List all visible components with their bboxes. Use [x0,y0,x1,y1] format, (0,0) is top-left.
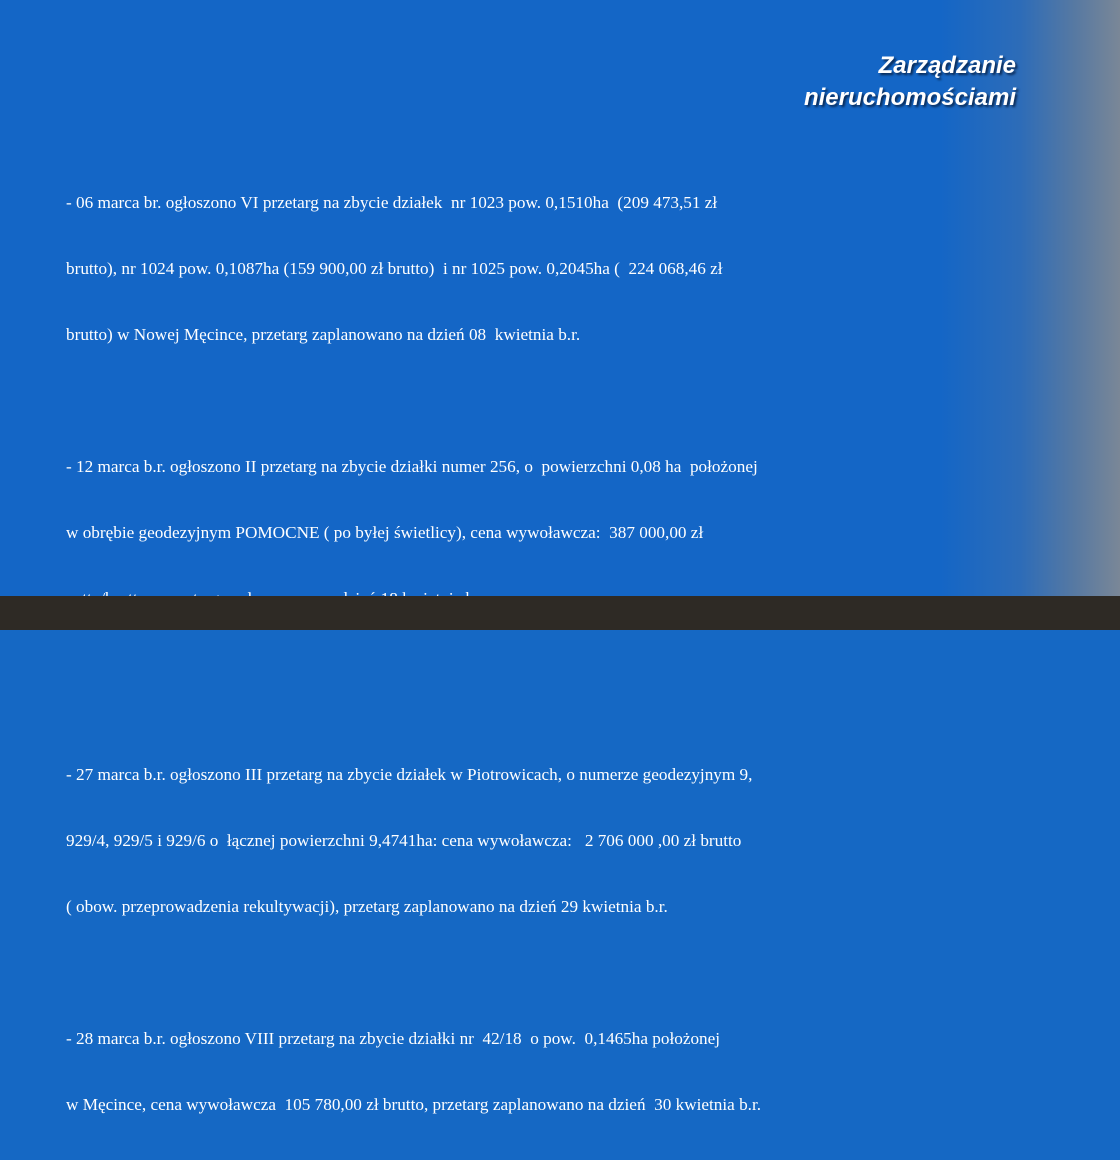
footer-bar [0,596,1120,630]
slide-title-line-2: nieruchomościami [803,84,1016,111]
paragraph-line: brutto) w Nowej Męcince, przetarg zaplanowano na dzień 08 kwietnia b.r. [66,325,581,344]
paragraph-line: - 06 marca br. ogłoszono VI przetarg na zbycie działek nr 1023 pow. 0,1510ha (209 473,51 zł [66,193,718,212]
paragraph-line: brutto), nr 1024 pow. 0,1087ha (159 900,00 zł brutto) i nr 1025 pow. 0,2045ha ( 224 068,46 zł [66,259,723,278]
slide-title-line-1: Zarządzanie [878,52,1016,79]
paragraph-line: 929/4, 929/5 i 929/6 o łącznej powierzchni 9,4741ha: cena wywoławcza: 2 706 000 ,00 zł brutto [66,831,742,850]
paragraph-line: ( obow. przeprowadzenia rekultywacji), przetarg zaplanowano na dzień 29 kwietnia b.r. [66,897,668,916]
paragraph-line: - 28 marca b.r. ogłoszono VIII przetarg na zbycie działki nr 42/18 o pow. 0,1465ha położonej [66,1029,721,1048]
paragraph-line: - 27 marca b.r. ogłoszono III przetarg na zbycie działek w Piotrowicach, o numerze geodezyjnym 9, [66,765,753,784]
paragraph-tender-march-27 [66,720,1051,962]
paragraph-line: w Męcince, cena wywoławcza 105 780,00 zł brutto, przetarg zaplanowano na dzień 30 kwietnia b.r. [66,1095,762,1114]
slide-title [616,50,1016,114]
paragraph-line: - 12 marca b.r. ogłoszono II przetarg na zbycie działki numer 256, o powierzchni 0,08 ha położonej [66,457,758,476]
paragraph-line: w obrębie geodezyjnym POMOCNE ( po byłej świetlicy), cena wywoławcza: 387 000,00 zł [66,523,704,542]
paragraph-tender-march-06 [66,148,1051,390]
paragraph-tender-march-28 [66,984,1051,1160]
slide-body [66,148,1051,1160]
